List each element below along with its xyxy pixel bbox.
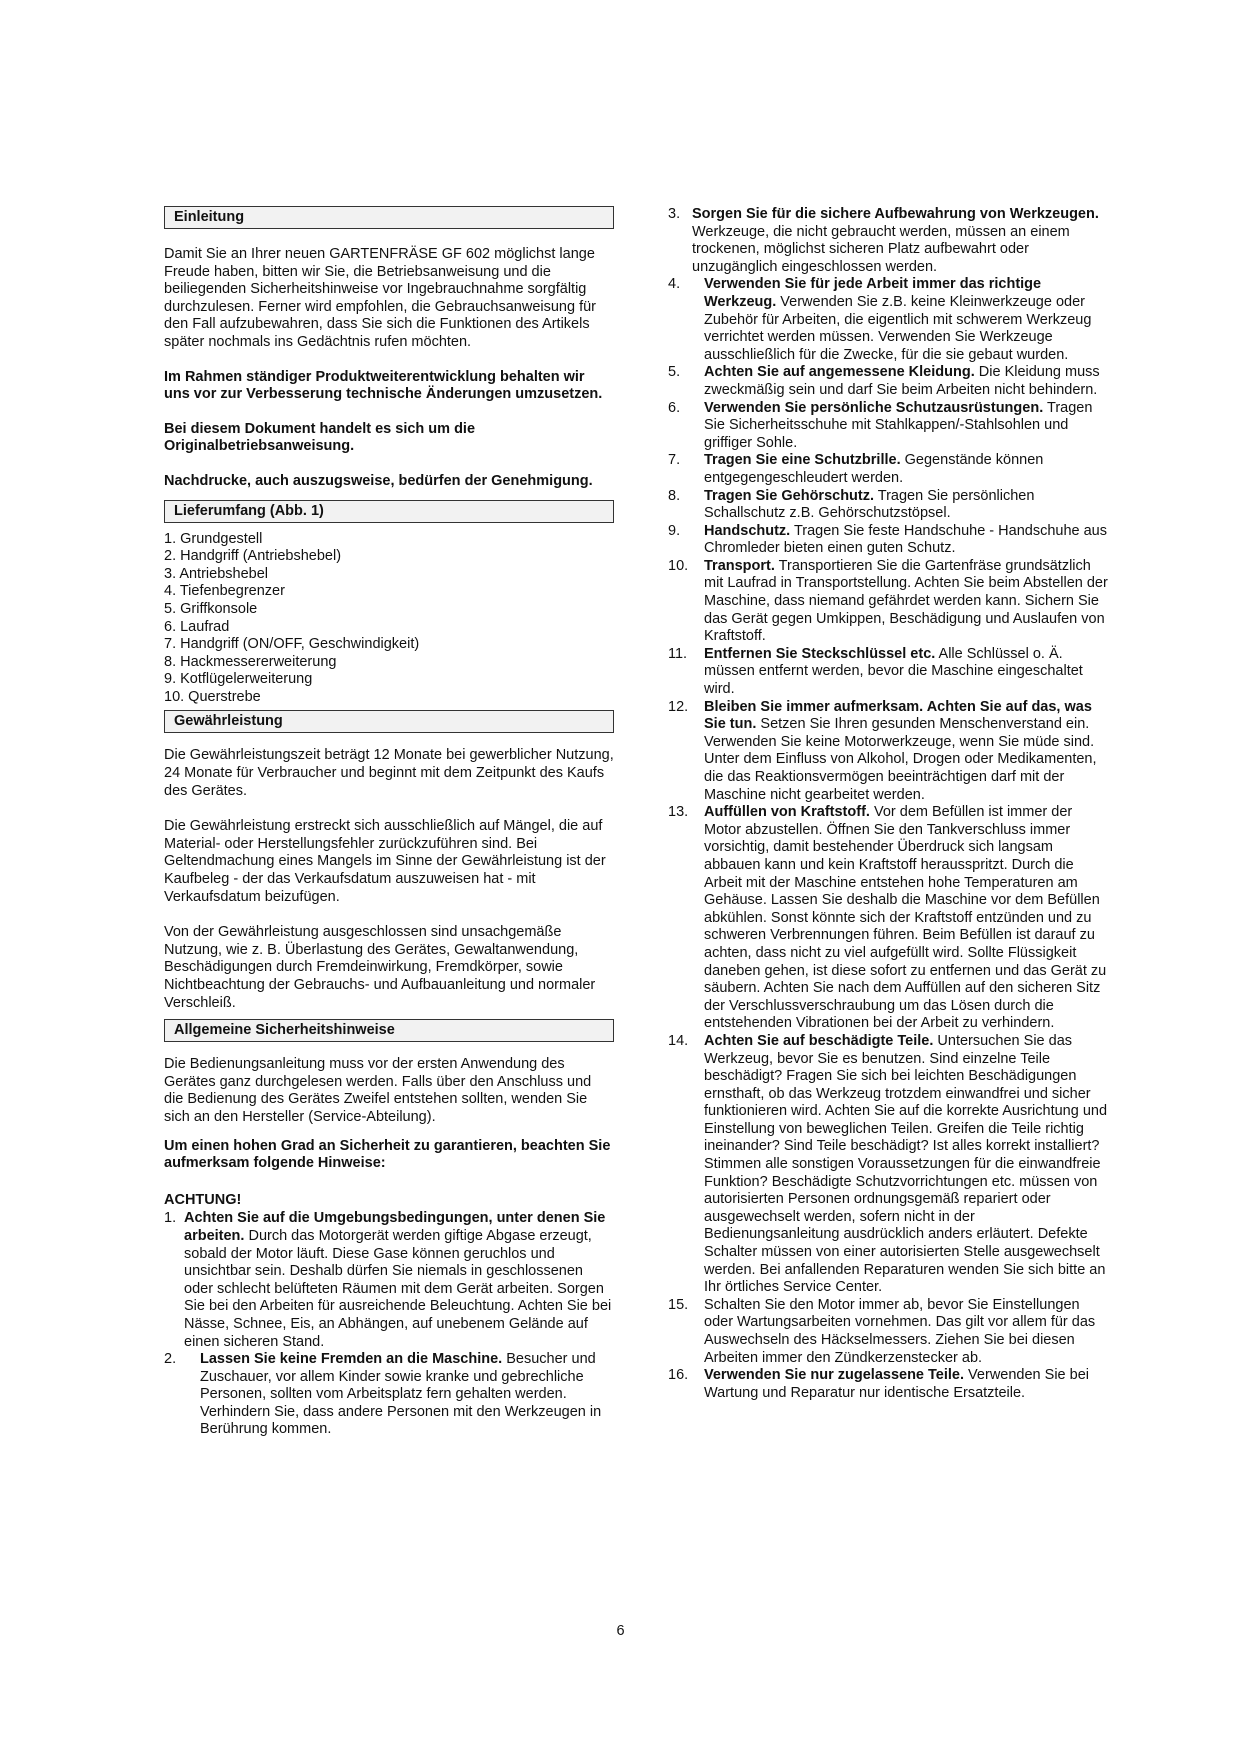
safety-item — [668, 1033, 1108, 1297]
item-title: Entfernen Sie Steckschlüssel etc. — [704, 645, 936, 662]
safety-item — [164, 1351, 614, 1439]
item-text: Schalten Sie den Motor immer ab, bevor Sie Einstellungen oder Wartungsarbeiten vornehmen. Das gilt vor allem für das Auswechseln des Häckselmessers. Ziehen Sie bei diesen Arbeiten immer den Zündkerzenstecker ab. — [704, 1296, 1096, 1366]
item-title: Achten Sie auf angemessene Kleidung. — [704, 364, 975, 381]
safety-warning-label: ACHTUNG! — [164, 1191, 242, 1208]
page-number: 6 — [616, 1623, 625, 1639]
item-text: Die Kleidung muss zweckmäßig sein und darf Sie beim Arbeiten nicht behindern. — [704, 364, 1100, 398]
item-title: Achten Sie auf die Umgebungsbedingungen, unter denen Sie arbeiten. — [184, 1210, 606, 1244]
item-number: 4. — [668, 276, 681, 293]
item-number: 14. — [668, 1032, 689, 1049]
safety-guarantee-note: Um einen hohen Grad an Sicherheit zu garantieren, beachten Sie aufmerksam folgende Hinweise: — [164, 1137, 611, 1172]
list-item: 1. Grundgestell — [164, 530, 263, 547]
item-number: 1. — [164, 1210, 177, 1227]
item-title: Bleiben Sie immer aufmerksam. Achten Sie auf das, was Sie tun. — [704, 698, 1092, 733]
item-number: 15. — [668, 1296, 689, 1313]
list-item: 10. Querstrebe — [164, 688, 261, 705]
item-text: Tragen Sie Sicherheitsschuhe mit Stahlkappen/-Stahlsohlen und griffiger Sohle. — [704, 399, 1093, 451]
list-item: 7. Handgriff (ON/OFF, Geschwindigkeit) — [164, 636, 420, 653]
safety-item — [668, 1297, 1108, 1367]
item-number: 7. — [668, 452, 681, 469]
item-text: Untersuchen Sie das Werkzeug, bevor Sie es benutzen. Sind einzelne Teile beschädigt? Fragen Sie sich bei leichten Beschädigungen ernsthaft, ob das Werkzeug trotzdem einwandfrei und sicher funktionieren wird. Achten Sie auf die korrekte Ausrichtung und Einstellung von beweglichen Teilen. Greifen die Teile richtig ineinander? Sind Teile beschädigt? Ist alles korrekt installiert? Stimmen alle sonstigen Voraussetzungen für die einwandfreie Funktion? Beschädigte Schutzvorrichtungen etc. müssen von autorisierten Personen ordnungsgemäß repariert oder ausgewechselt werden, sofern nicht in der Bedienungsanleitung ausdrücklich anders erläutert. Defekte Schalter müssen von einer autorisierten Stelle ausgewechselt werden. Bei anfallenden Reparaturen wenden Sie sich bitte an Ihr örtliches Service Center. — [704, 1032, 1108, 1296]
safety-item — [668, 804, 1108, 1033]
left-column — [164, 206, 614, 1439]
safety-list-left — [164, 1210, 614, 1439]
safety-item — [668, 452, 1108, 487]
item-number: 11. — [668, 645, 688, 662]
safety-intro-paragraph: Die Bedienungsanleitung muss vor der ersten Anwendung des Gerätes ganz durchgelesen werden. Falls über den Anschluss und die Bedienung des Gerätes Zweifel entstehen sollten, wenden Sie sich an den Hersteller (Service-Abteilung). — [164, 1056, 592, 1125]
intro-notice-reprint: Nachdrucke, auch auszugsweise, bedürfen der Genehmigung. — [164, 472, 593, 489]
list-item: 2. Handgriff (Antriebshebel) — [164, 548, 342, 565]
item-number: 13. — [668, 804, 689, 821]
list-item: 4. Tiefenbegrenzer — [164, 583, 285, 600]
safety-list-right — [668, 206, 1108, 1402]
safety-item — [668, 699, 1108, 805]
intro-notice-changes: Im Rahmen ständiger Produktweiterentwicklung behalten wir uns vor zur Verbesserung technische Änderungen umzusetzen. — [164, 368, 603, 403]
safety-item — [668, 364, 1108, 399]
item-title: Verwenden Sie für jede Arbeit immer das richtige Werkzeug. — [704, 276, 1042, 310]
item-title: Verwenden Sie nur zugelassene Teile. — [704, 1367, 965, 1384]
safety-item — [668, 1367, 1108, 1402]
item-text: Durch das Motorgerät werden giftige Abgase erzeugt, sobald der Motor läuft. Diese Gase können geruchlos und unsichtbar sein. Deshalb dürfen Sie niemals in geschlossenen oder schlecht belüfteten Räumen mit dem Gerät arbeiten. Sorgen Sie bei den Arbeiten für ausreichende Beleuchtung. Achten Sie bei Nässe, Schnee, Eis, an Abhängen, auf unebenem Gelände auf einen sicheren Stand. — [184, 1227, 612, 1350]
item-number: 12. — [668, 698, 689, 715]
safety-item — [668, 488, 1108, 523]
item-title: Tragen Sie Gehörschutz. — [704, 487, 875, 504]
warranty-paragraph-1: Die Gewährleistungszeit beträgt 12 Monate bei gewerblicher Nutzung, 24 Monate für Verbraucher und beginnt mit dem Zeitpunkt des Kaufs des Gerätes. — [164, 747, 614, 799]
safety-item — [668, 523, 1108, 558]
item-number: 10. — [668, 557, 689, 574]
safety-item — [668, 646, 1108, 699]
item-number: 16. — [668, 1367, 689, 1384]
item-text: Vor dem Befüllen ist immer der Motor abzustellen. Öffnen Sie den Tankverschluss immer vorsichtig, damit bestehender Überdruck sich langsam abbauen kann und kein Kraftstoff herausspritzt. Durch die Arbeit mit der Maschine entstehen hohe Temperaturen am Gehäuse. Lassen Sie deshalb die Maschine vor dem Befüllen abkühlen. Sonst könnte sich der Kraftstoff entzünden und zu schweren Verbrennungen führen. Beim Befüllen ist darauf zu achten, dass nicht zu viel aufgefüllt wird. Sollte Flüssigkeit daneben gehen, ist diese sofort zu entfernen und das Gerät zu säubern. Achten Sie nach dem Auffüllen auf den sicheren Sitz der Verschlussverschraubung um das Lösen durch die entstehenden Vibrationen bei der Arbeit zu verhindern. — [704, 804, 1107, 1032]
item-title: Verwenden Sie persönliche Schutzausrüstungen. — [704, 399, 1044, 416]
heading-gewaehrleistung: Gewährleistung — [164, 710, 614, 733]
list-item: 5. Griffkonsole — [164, 600, 258, 617]
warranty-paragraph-2: Die Gewährleistung erstreckt sich ausschließlich auf Mängel, die auf Material- oder Herstellungsfehler zurückzuführen sind. Bei Geltendmachung eines Mangels im Sinne der Gewährleistung ist der Kaufbeleg - der das Verkaufsdatum auszuweisen hat - mit Verkaufsdatum beizufügen. — [164, 818, 606, 905]
warranty-paragraph-3: Von der Gewährleistung ausgeschlossen sind unsachgemäße Nutzung, wie z. B. Überlastung des Gerätes, Gewaltanwendung, Beschädigungen durch Fremdeinwirkung, Fremdkörper, sowie Nichtbeachtung der Gebrauchs- und Aufbauanleitung und normaler Verschleiß. — [164, 924, 596, 1011]
item-text: Gegenstände können entgegengeschleudert werden. — [704, 452, 1044, 486]
scope-list — [164, 531, 614, 707]
item-text: Besucher und Zuschauer, vor allem Kinder sowie kranke und gebrechliche Personen, sollten vom Arbeitsplatz fern gehalten werden. Verhindern Sie, dass andere Personen mit den Werkzeugen in Berührung kommen. — [200, 1351, 602, 1438]
item-text: Verwenden Sie z.B. keine Kleinwerkzeuge oder Zubehör für Arbeiten, die eigentlich mit schwerem Werkzeug verrichtet werden müssen. Verwenden Sie Werkzeuge ausschließlich für die Zwecke, für die sie gebaut wurden. — [704, 293, 1092, 363]
item-text: Setzen Sie Ihren gesunden Menschenverstand ein. Verwenden Sie keine Motorwerkzeuge, wenn Sie müde sind. Unter dem Einfluss von Alkohol, Drogen oder Medikamenten, die das Reaktionsvermögen beeinträchtigen darf mit der Maschine nicht gearbeitet werden. — [704, 716, 1097, 803]
safety-item — [164, 1210, 614, 1351]
item-title: Transport. — [704, 557, 775, 574]
heading-einleitung: Einleitung — [164, 206, 614, 229]
item-number: 9. — [668, 522, 681, 539]
item-text: Werkzeuge, die nicht gebraucht werden, müssen an einem trockenen, möglichst sicheren Platz aufbewahrt oder unzugänglich eingeschlossen werden. — [692, 223, 1070, 275]
item-text: Verwenden Sie bei Wartung und Reparatur nur identische Ersatzteile. — [704, 1367, 1089, 1401]
safety-item — [668, 558, 1108, 646]
item-title: Lassen Sie keine Fremden an die Maschine. — [200, 1351, 503, 1368]
item-text: Tragen Sie feste Handschuhe - Handschuhe aus Chromleder bieten einen guten Schutz. — [704, 522, 1107, 557]
intro-notice-original: Bei diesem Dokument handelt es sich um die Originalbetriebsanweisung. — [164, 420, 476, 455]
item-text: Tragen Sie persönlichen Schallschutz z.B. Gehörschutzstöpsel. — [704, 487, 1035, 522]
item-title: Auffüllen von Kraftstoff. — [704, 804, 870, 821]
safety-item — [668, 206, 1108, 276]
item-title: Tragen Sie eine Schutzbrille. — [704, 452, 901, 469]
list-item: 8. Hackmessererweiterung — [164, 653, 337, 670]
item-title: Sorgen Sie für die sichere Aufbewahrung von Werkzeugen. — [692, 206, 1099, 222]
item-text: Alle Schlüssel o. Ä. müssen entfernt werden, bevor die Maschine eingeschaltet wird. — [704, 645, 1083, 698]
list-item: 9. Kotflügelerweiterung — [164, 671, 313, 688]
heading-sicherheitshinweise: Allgemeine Sicherheitshinweise — [164, 1019, 614, 1042]
heading-lieferumfang: Lieferumfang (Abb. 1) — [164, 500, 614, 523]
item-number: 2. — [164, 1351, 177, 1368]
item-title: Achten Sie auf beschädigte Teile. — [704, 1032, 934, 1049]
safety-item — [668, 276, 1108, 364]
item-text: Transportieren Sie die Gartenfräse grundsätzlich mit Laufrad in Transportstellung. Achten Sie beim Abstellen der Maschine, dass niemand gefährdet werden kann. Sichern Sie das Gerät gegen Umkippen, Beschädigung und Auslaufen von Kraftstoff. — [704, 557, 1108, 645]
right-column — [668, 206, 1108, 1402]
list-item: 6. Laufrad — [164, 618, 230, 635]
item-number: 6. — [668, 399, 681, 416]
safety-item — [668, 400, 1108, 453]
item-number: 8. — [668, 487, 681, 504]
intro-paragraph: Damit Sie an Ihrer neuen GARTENFRÄSE GF 602 möglichst lange Freude haben, bitten wir Sie, die Betriebsanweisung und die beiliegenden Sicherheitshinweise vor Ingebrauchnahme sorgfältig durchzulesen. Ferner wird empfohlen, die Gebrauchsanweisung für den Fall aufzubewahren, dass Sie sich die Funktionen des Artikels später nochmals ins Gedächtnis rufen möchten. — [164, 246, 597, 350]
item-number: 3. — [668, 206, 681, 222]
list-item: 3. Antriebshebel — [164, 565, 268, 582]
item-title: Handschutz. — [704, 522, 791, 539]
item-number: 5. — [668, 364, 681, 381]
